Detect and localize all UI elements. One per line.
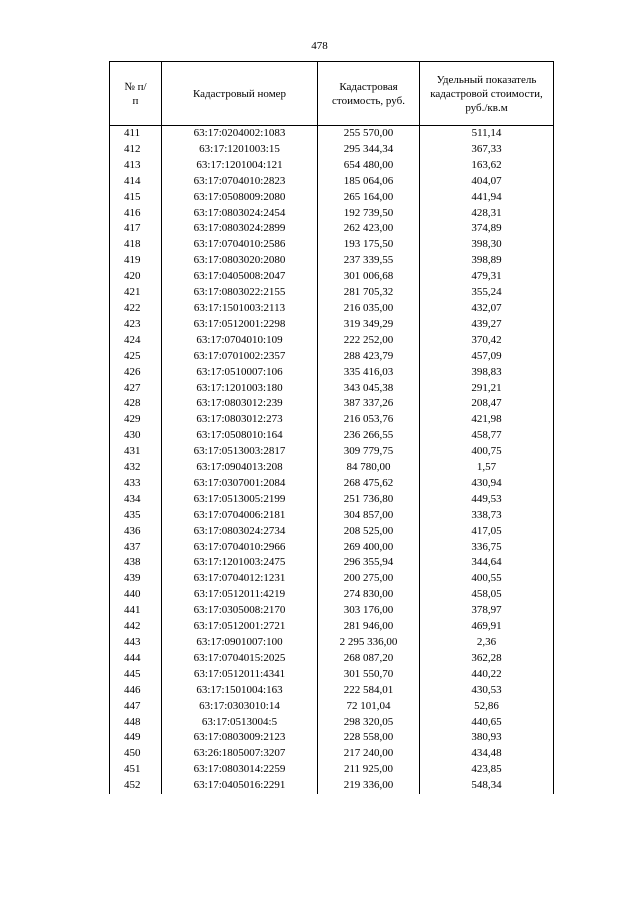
- table-row: [110, 349, 554, 365]
- table-row: [110, 746, 554, 762]
- table-row: [110, 269, 554, 285]
- cadastral-value-cell: 84 780,00: [318, 460, 420, 476]
- table-row: [110, 301, 554, 317]
- row-number-cell: 452: [110, 778, 162, 794]
- specific-indicator-cell: 380,93: [420, 730, 554, 746]
- table-row: [110, 396, 554, 412]
- cadastral-value-cell: 269 400,00: [318, 540, 420, 556]
- cadastral-value-cell: 72 101,04: [318, 699, 420, 715]
- row-number-cell: 429: [110, 412, 162, 428]
- cadastral-number-cell: 63:17:0803024:2899: [162, 221, 318, 237]
- cadastral-number-cell: 63:17:0803024:2454: [162, 206, 318, 222]
- cadastral-number-cell: 63:17:0307001:2084: [162, 476, 318, 492]
- specific-indicator-cell: 338,73: [420, 508, 554, 524]
- table-row: [110, 333, 554, 349]
- cadastral-value-cell: 216 053,76: [318, 412, 420, 428]
- cadastral-value-cell: 236 266,55: [318, 428, 420, 444]
- row-number-cell: 449: [110, 730, 162, 746]
- header-specific-indicator: Удельный показатель кадастровой стоимости, руб./кв.м: [420, 62, 554, 126]
- cadastral-value-cell: 237 339,55: [318, 253, 420, 269]
- table-row: [110, 142, 554, 158]
- cadastral-value-cell: 217 240,00: [318, 746, 420, 762]
- cadastral-value-cell: 208 525,00: [318, 524, 420, 540]
- cadastral-number-cell: 63:17:0513003:2817: [162, 444, 318, 460]
- specific-indicator-cell: 355,24: [420, 285, 554, 301]
- specific-indicator-cell: 400,75: [420, 444, 554, 460]
- specific-indicator-cell: 440,22: [420, 667, 554, 683]
- specific-indicator-cell: 404,07: [420, 174, 554, 190]
- cadastral-number-cell: 63:17:0508010:164: [162, 428, 318, 444]
- row-number-cell: 421: [110, 285, 162, 301]
- row-number-cell: 450: [110, 746, 162, 762]
- specific-indicator-cell: 398,89: [420, 253, 554, 269]
- table-row: [110, 683, 554, 699]
- specific-indicator-cell: 362,28: [420, 651, 554, 667]
- cadastral-number-cell: 63:17:0704010:2823: [162, 174, 318, 190]
- cadastral-number-cell: 63:17:0803012:273: [162, 412, 318, 428]
- specific-indicator-cell: 367,33: [420, 142, 554, 158]
- table-row: [110, 460, 554, 476]
- cadastral-number-cell: 63:17:0704012:1231: [162, 571, 318, 587]
- table-row: [110, 635, 554, 651]
- table-row: [110, 237, 554, 253]
- table-row: [110, 540, 554, 556]
- row-number-cell: 434: [110, 492, 162, 508]
- cadastral-number-cell: 63:17:0803014:2259: [162, 762, 318, 778]
- specific-indicator-cell: 208,47: [420, 396, 554, 412]
- cadastral-value-cell: 211 925,00: [318, 762, 420, 778]
- table-row: [110, 667, 554, 683]
- cadastral-number-cell: 63:17:0405016:2291: [162, 778, 318, 794]
- row-number-cell: 430: [110, 428, 162, 444]
- table-row: [110, 285, 554, 301]
- table-row: [110, 603, 554, 619]
- specific-indicator-cell: 469,91: [420, 619, 554, 635]
- cadastral-value-cell: 288 423,79: [318, 349, 420, 365]
- table-row: [110, 492, 554, 508]
- cadastral-number-cell: 63:17:0204002:1083: [162, 126, 318, 142]
- cadastral-number-cell: 63:17:1201003:180: [162, 381, 318, 397]
- cadastral-value-cell: 654 480,00: [318, 158, 420, 174]
- row-number-cell: 442: [110, 619, 162, 635]
- cadastral-value-cell: 343 045,38: [318, 381, 420, 397]
- cadastral-value-cell: 2 295 336,00: [318, 635, 420, 651]
- cadastral-number-cell: 63:17:0701002:2357: [162, 349, 318, 365]
- cadastral-value-cell: 304 857,00: [318, 508, 420, 524]
- cadastral-number-cell: 63:17:0704010:109: [162, 333, 318, 349]
- cadastral-value-cell: 309 779,75: [318, 444, 420, 460]
- table-row: [110, 619, 554, 635]
- specific-indicator-cell: 52,86: [420, 699, 554, 715]
- specific-indicator-cell: 336,75: [420, 540, 554, 556]
- cadastral-number-cell: 63:17:0704010:2966: [162, 540, 318, 556]
- header-cadastral-value-text: Кадастровая стоимость, руб.: [332, 80, 405, 107]
- cadastral-number-cell: 63:17:0704010:2586: [162, 237, 318, 253]
- table-row: [110, 730, 554, 746]
- cadastral-value-cell: 268 475,62: [318, 476, 420, 492]
- cadastral-number-cell: 63:17:0803022:2155: [162, 285, 318, 301]
- row-number-cell: 440: [110, 587, 162, 603]
- row-number-cell: 412: [110, 142, 162, 158]
- page-number: 478: [311, 40, 328, 52]
- row-number-cell: 451: [110, 762, 162, 778]
- row-number-cell: 423: [110, 317, 162, 333]
- cadastral-number-cell: 63:17:0303010:14: [162, 699, 318, 715]
- specific-indicator-cell: 479,31: [420, 269, 554, 285]
- row-number-cell: 425: [110, 349, 162, 365]
- specific-indicator-cell: 374,89: [420, 221, 554, 237]
- row-number-cell: 437: [110, 540, 162, 556]
- cadastral-value-cell: 200 275,00: [318, 571, 420, 587]
- cadastral-number-cell: 63:17:1501003:2113: [162, 301, 318, 317]
- cadastral-number-cell: 63:17:0704015:2025: [162, 651, 318, 667]
- row-number-cell: 411: [110, 126, 162, 142]
- specific-indicator-cell: 370,42: [420, 333, 554, 349]
- specific-indicator-cell: 1,57: [420, 460, 554, 476]
- table-row: [110, 587, 554, 603]
- row-number-cell: 428: [110, 396, 162, 412]
- table-row: [110, 158, 554, 174]
- row-number-cell: 444: [110, 651, 162, 667]
- cadastral-number-cell: 63:17:0508009:2080: [162, 190, 318, 206]
- table-row: [110, 365, 554, 381]
- specific-indicator-cell: 441,94: [420, 190, 554, 206]
- cadastral-value-cell: 274 830,00: [318, 587, 420, 603]
- cadastral-value-cell: 228 558,00: [318, 730, 420, 746]
- cadastral-value-cell: 335 416,03: [318, 365, 420, 381]
- specific-indicator-cell: 458,05: [420, 587, 554, 603]
- cadastral-number-cell: 63:17:0512001:2298: [162, 317, 318, 333]
- row-number-cell: 447: [110, 699, 162, 715]
- row-number-cell: 445: [110, 667, 162, 683]
- cadastral-value-cell: 219 336,00: [318, 778, 420, 794]
- table-row: [110, 412, 554, 428]
- row-number-cell: 417: [110, 221, 162, 237]
- specific-indicator-cell: 457,09: [420, 349, 554, 365]
- row-number-cell: 448: [110, 715, 162, 731]
- specific-indicator-cell: 430,53: [420, 683, 554, 699]
- cadastral-value-cell: 255 570,00: [318, 126, 420, 142]
- cadastral-value-cell: 193 175,50: [318, 237, 420, 253]
- cadastral-value-cell: 185 064,06: [318, 174, 420, 190]
- specific-indicator-cell: 2,36: [420, 635, 554, 651]
- cadastral-value-cell: 298 320,05: [318, 715, 420, 731]
- cadastral-number-cell: 63:17:0803024:2734: [162, 524, 318, 540]
- row-number-cell: 433: [110, 476, 162, 492]
- row-number-cell: 432: [110, 460, 162, 476]
- row-number-cell: 420: [110, 269, 162, 285]
- cadastral-value-cell: 296 355,94: [318, 555, 420, 571]
- table-row: [110, 444, 554, 460]
- cadastral-value-cell: 281 705,32: [318, 285, 420, 301]
- specific-indicator-cell: 291,21: [420, 381, 554, 397]
- cadastral-number-cell: 63:17:0901007:100: [162, 635, 318, 651]
- cadastral-value-cell: 222 252,00: [318, 333, 420, 349]
- row-number-cell: 426: [110, 365, 162, 381]
- cadastral-number-cell: 63:17:1501004:163: [162, 683, 318, 699]
- row-number-cell: 413: [110, 158, 162, 174]
- table-row: [110, 762, 554, 778]
- row-number-cell: 438: [110, 555, 162, 571]
- specific-indicator-cell: 398,83: [420, 365, 554, 381]
- cadastral-value-cell: 281 946,00: [318, 619, 420, 635]
- cadastral-number-cell: 63:17:0803012:239: [162, 396, 318, 412]
- header-row-number-text: № п/п: [124, 80, 147, 107]
- table-row: [110, 555, 554, 571]
- row-number-cell: 415: [110, 190, 162, 206]
- specific-indicator-cell: 417,05: [420, 524, 554, 540]
- row-number-cell: 422: [110, 301, 162, 317]
- cadastral-value-cell: 192 739,50: [318, 206, 420, 222]
- table-row: [110, 190, 554, 206]
- specific-indicator-cell: 428,31: [420, 206, 554, 222]
- specific-indicator-cell: 400,55: [420, 571, 554, 587]
- cadastral-value-cell: 262 423,00: [318, 221, 420, 237]
- header-row-number: [110, 62, 162, 126]
- table-row: [110, 571, 554, 587]
- table-row: [110, 253, 554, 269]
- specific-indicator-cell: 378,97: [420, 603, 554, 619]
- cadastral-value-cell: 216 035,00: [318, 301, 420, 317]
- specific-indicator-cell: 398,30: [420, 237, 554, 253]
- table-row: [110, 174, 554, 190]
- cadastral-value-cell: 251 736,80: [318, 492, 420, 508]
- cadastral-number-cell: 63:17:0803020:2080: [162, 253, 318, 269]
- table-row: [110, 715, 554, 731]
- row-number-cell: 431: [110, 444, 162, 460]
- cadastral-value-cell: 222 584,01: [318, 683, 420, 699]
- row-number-cell: 435: [110, 508, 162, 524]
- specific-indicator-cell: 430,94: [420, 476, 554, 492]
- specific-indicator-cell: 439,27: [420, 317, 554, 333]
- header-cadastral-number: Кадастровый номер: [162, 62, 318, 126]
- cadastral-number-cell: 63:17:0704006:2181: [162, 508, 318, 524]
- row-number-cell: 436: [110, 524, 162, 540]
- cadastral-number-cell: 63:17:0513005:2199: [162, 492, 318, 508]
- row-number-cell: 419: [110, 253, 162, 269]
- row-number-cell: 441: [110, 603, 162, 619]
- specific-indicator-cell: 432,07: [420, 301, 554, 317]
- cadastral-number-cell: 63:17:0510007:106: [162, 365, 318, 381]
- specific-indicator-cell: 344,64: [420, 555, 554, 571]
- table-row: [110, 428, 554, 444]
- cadastral-value-table: [109, 61, 554, 794]
- cadastral-number-cell: 63:17:1201003:15: [162, 142, 318, 158]
- cadastral-number-cell: 63:17:0513004:5: [162, 715, 318, 731]
- cadastral-number-cell: 63:17:1201004:121: [162, 158, 318, 174]
- cadastral-number-cell: 63:17:0512001:2721: [162, 619, 318, 635]
- cadastral-number-cell: 63:17:1201003:2475: [162, 555, 318, 571]
- table-row: [110, 381, 554, 397]
- row-number-cell: 418: [110, 237, 162, 253]
- cadastral-number-cell: 63:17:0405008:2047: [162, 269, 318, 285]
- specific-indicator-cell: 423,85: [420, 762, 554, 778]
- cadastral-value-cell: 301 550,70: [318, 667, 420, 683]
- cadastral-value-cell: 265 164,00: [318, 190, 420, 206]
- table-row: [110, 651, 554, 667]
- table-body: [110, 126, 554, 795]
- table-row: [110, 508, 554, 524]
- row-number-cell: 446: [110, 683, 162, 699]
- cadastral-value-cell: 301 006,68: [318, 269, 420, 285]
- specific-indicator-cell: 458,77: [420, 428, 554, 444]
- specific-indicator-cell: 440,65: [420, 715, 554, 731]
- cadastral-value-cell: 295 344,34: [318, 142, 420, 158]
- table-row: [110, 524, 554, 540]
- table-row: [110, 778, 554, 794]
- specific-indicator-cell: 548,34: [420, 778, 554, 794]
- specific-indicator-cell: 421,98: [420, 412, 554, 428]
- row-number-cell: 414: [110, 174, 162, 190]
- table-row: [110, 126, 554, 142]
- cadastral-value-cell: 268 087,20: [318, 651, 420, 667]
- cadastral-number-cell: 63:26:1805007:3207: [162, 746, 318, 762]
- table-row: [110, 699, 554, 715]
- cadastral-value-cell: 303 176,00: [318, 603, 420, 619]
- cadastral-number-cell: 63:17:0803009:2123: [162, 730, 318, 746]
- specific-indicator-cell: 434,48: [420, 746, 554, 762]
- row-number-cell: 439: [110, 571, 162, 587]
- cadastral-value-cell: 319 349,29: [318, 317, 420, 333]
- table-row: [110, 317, 554, 333]
- table-header-row: [110, 62, 554, 126]
- row-number-cell: 427: [110, 381, 162, 397]
- table-row: [110, 476, 554, 492]
- row-number-cell: 443: [110, 635, 162, 651]
- cadastral-value-cell: 387 337,26: [318, 396, 420, 412]
- table-row: [110, 206, 554, 222]
- table-row: [110, 221, 554, 237]
- specific-indicator-cell: 511,14: [420, 126, 554, 142]
- cadastral-number-cell: 63:17:0305008:2170: [162, 603, 318, 619]
- header-cadastral-value: [318, 62, 420, 126]
- specific-indicator-cell: 163,62: [420, 158, 554, 174]
- specific-indicator-cell: 449,53: [420, 492, 554, 508]
- row-number-cell: 424: [110, 333, 162, 349]
- cadastral-number-cell: 63:17:0904013:208: [162, 460, 318, 476]
- row-number-cell: 416: [110, 206, 162, 222]
- cadastral-number-cell: 63:17:0512011:4341: [162, 667, 318, 683]
- cadastral-number-cell: 63:17:0512011:4219: [162, 587, 318, 603]
